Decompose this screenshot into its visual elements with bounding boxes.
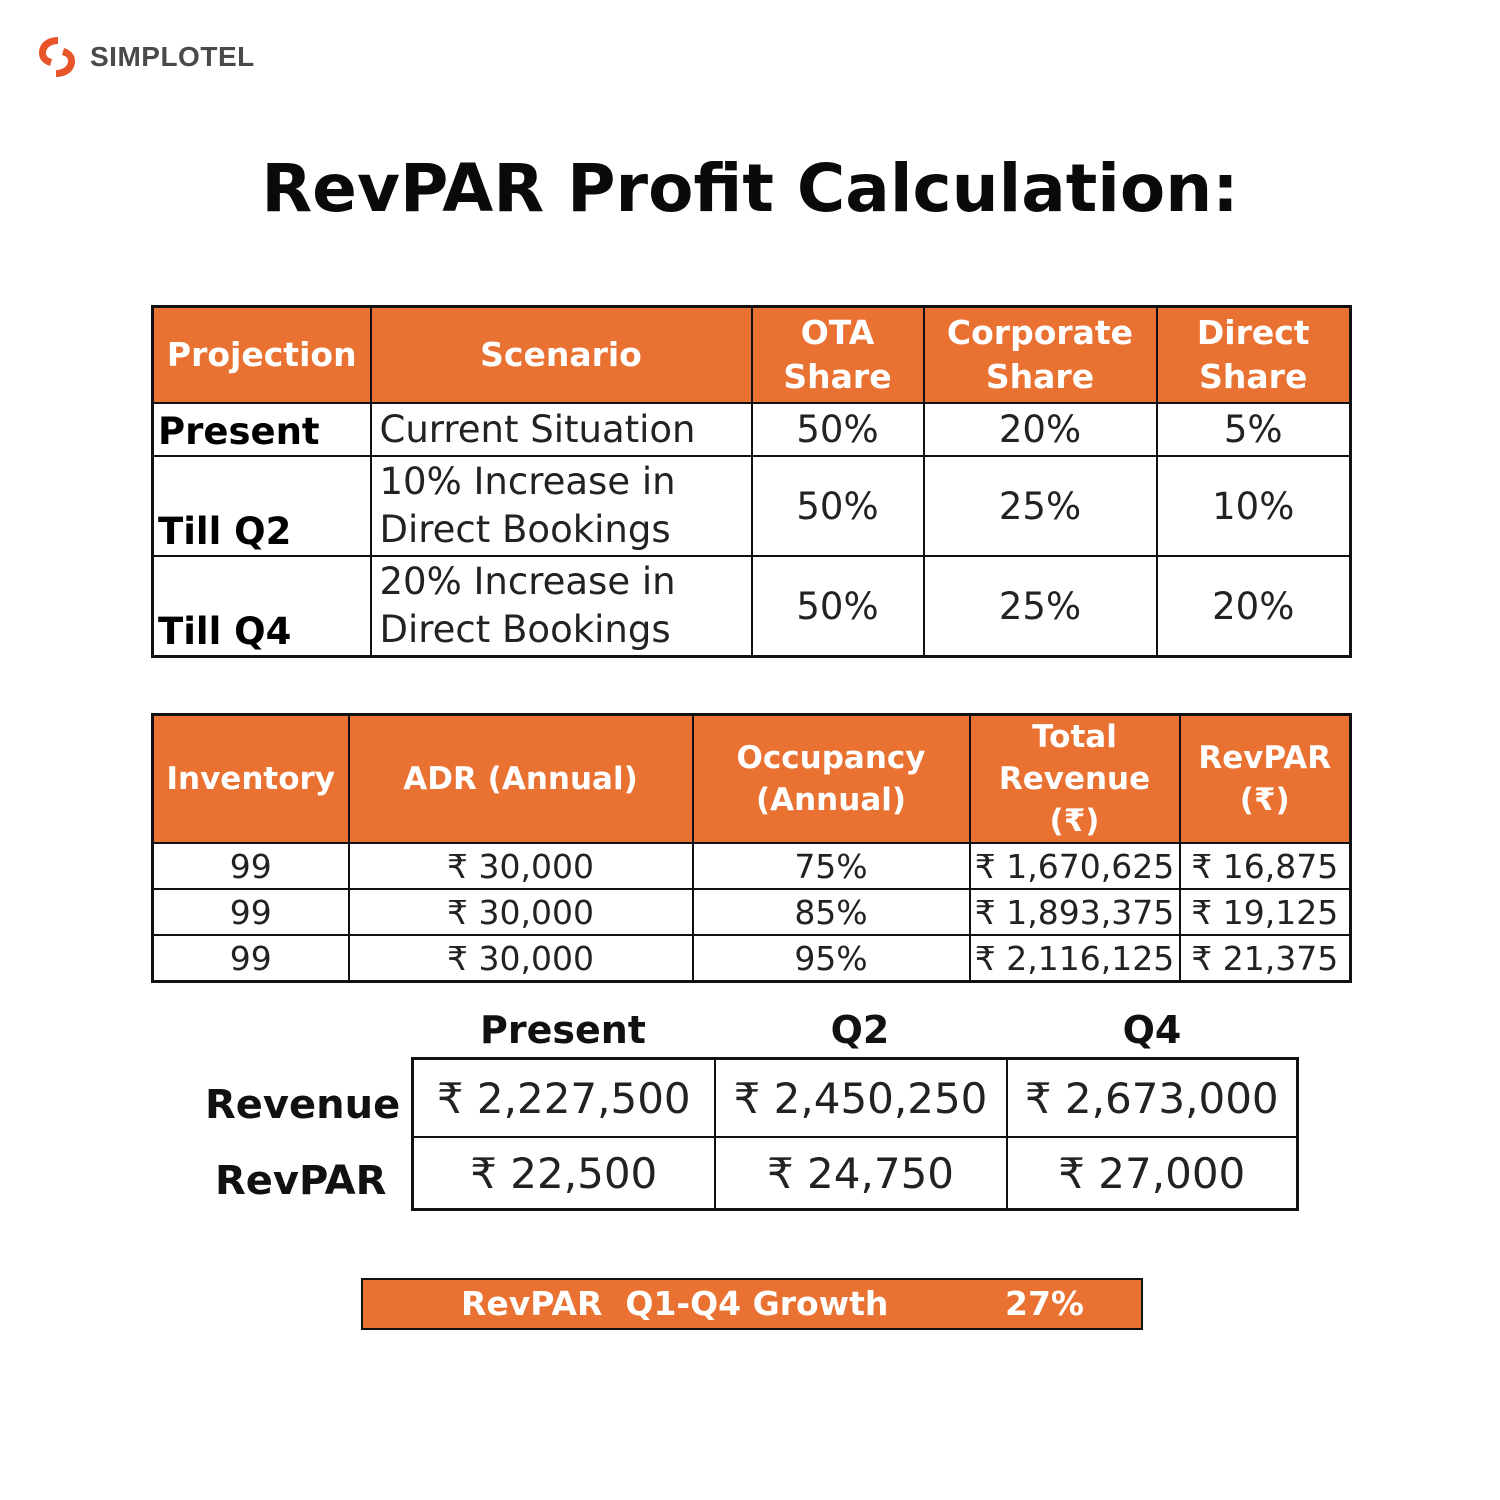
revpar-value-cell: ₹ 22,500 [413,1137,715,1210]
header-cell: Projection [153,307,371,404]
corporate-share-cell: 20% [924,403,1157,456]
ota-share-cell: 50% [752,403,924,456]
growth-banner [361,1278,1143,1330]
ota-share-cell: 50% [752,456,924,556]
header-cell: Inventory [153,715,349,844]
scenario-cell: 20% Increase in Direct Bookings [371,556,752,657]
summary-row-label: RevPAR [215,1158,387,1204]
page-title: RevPAR Profit Calculation: [261,150,1239,227]
revpar-value-cell: ₹ 27,000 [1007,1137,1298,1210]
brand-logo [36,34,255,80]
scenario-cell: 10% Increase in Direct Bookings [371,456,752,556]
scenario-cell: Current Situation [371,403,752,456]
table-row [153,889,1351,935]
revpar-cell: ₹ 19,125 [1180,889,1351,935]
direct-share-cell: 5% [1157,403,1351,456]
revenue-value-cell: ₹ 2,227,500 [413,1059,715,1138]
inventory-cell: 99 [153,935,349,982]
direct-share-cell: 20% [1157,556,1351,657]
growth-label: RevPAR Q1-Q4 Growth [461,1284,889,1323]
table-row [153,935,1351,982]
growth-value: 27% [1005,1284,1084,1323]
revenue-value-cell: ₹ 2,450,250 [715,1059,1007,1138]
direct-share-cell: 10% [1157,456,1351,556]
summary-column-header: Present [480,1008,646,1052]
adr-cell: ₹ 30,000 [349,843,693,889]
revpar-cell: ₹ 21,375 [1180,935,1351,982]
header-cell: Occupancy (Annual) [693,715,970,844]
header-cell: RevPAR (₹) [1180,715,1351,844]
corporate-share-cell: 25% [924,556,1157,657]
brand-name: SIMPLOTEL [90,41,255,72]
header-cell: Direct Share [1157,307,1351,404]
summary-table [411,1057,1299,1211]
projection-cell: Till Q2 [153,456,371,556]
inventory-cell: 99 [153,889,349,935]
table-row [413,1059,1298,1138]
header-cell: Corporate Share [924,307,1157,404]
header-cell: OTA Share [752,307,924,404]
corporate-share-cell: 25% [924,456,1157,556]
total-revenue-cell: ₹ 2,116,125 [970,935,1180,982]
table-row [153,556,1351,657]
total-revenue-cell: ₹ 1,670,625 [970,843,1180,889]
projection-cell: Till Q4 [153,556,371,657]
adr-cell: ₹ 30,000 [349,889,693,935]
table-row [153,456,1351,556]
simplotel-logo-icon [36,34,78,80]
header-cell: ADR (Annual) [349,715,693,844]
table-row [153,403,1351,456]
summary-column-header: Q2 [830,1008,890,1052]
revenue-table [151,713,1352,983]
inventory-cell: 99 [153,843,349,889]
ota-share-cell: 50% [752,556,924,657]
revpar-value-cell: ₹ 24,750 [715,1137,1007,1210]
summary-column-header: Q4 [1122,1008,1182,1052]
occupancy-cell: 85% [693,889,970,935]
header-cell: Scenario [371,307,752,404]
projection-cell: Present [153,403,371,456]
table-row [413,1137,1298,1210]
summary-row-label: Revenue [205,1082,401,1128]
revpar-cell: ₹ 16,875 [1180,843,1351,889]
occupancy-cell: 75% [693,843,970,889]
adr-cell: ₹ 30,000 [349,935,693,982]
table-header-row [153,307,1351,404]
total-revenue-cell: ₹ 1,893,375 [970,889,1180,935]
table-row [153,843,1351,889]
table-header-row [153,715,1351,844]
occupancy-cell: 95% [693,935,970,982]
projection-table [151,305,1352,658]
header-cell: Total Revenue (₹) [970,715,1180,844]
revenue-value-cell: ₹ 2,673,000 [1007,1059,1298,1138]
